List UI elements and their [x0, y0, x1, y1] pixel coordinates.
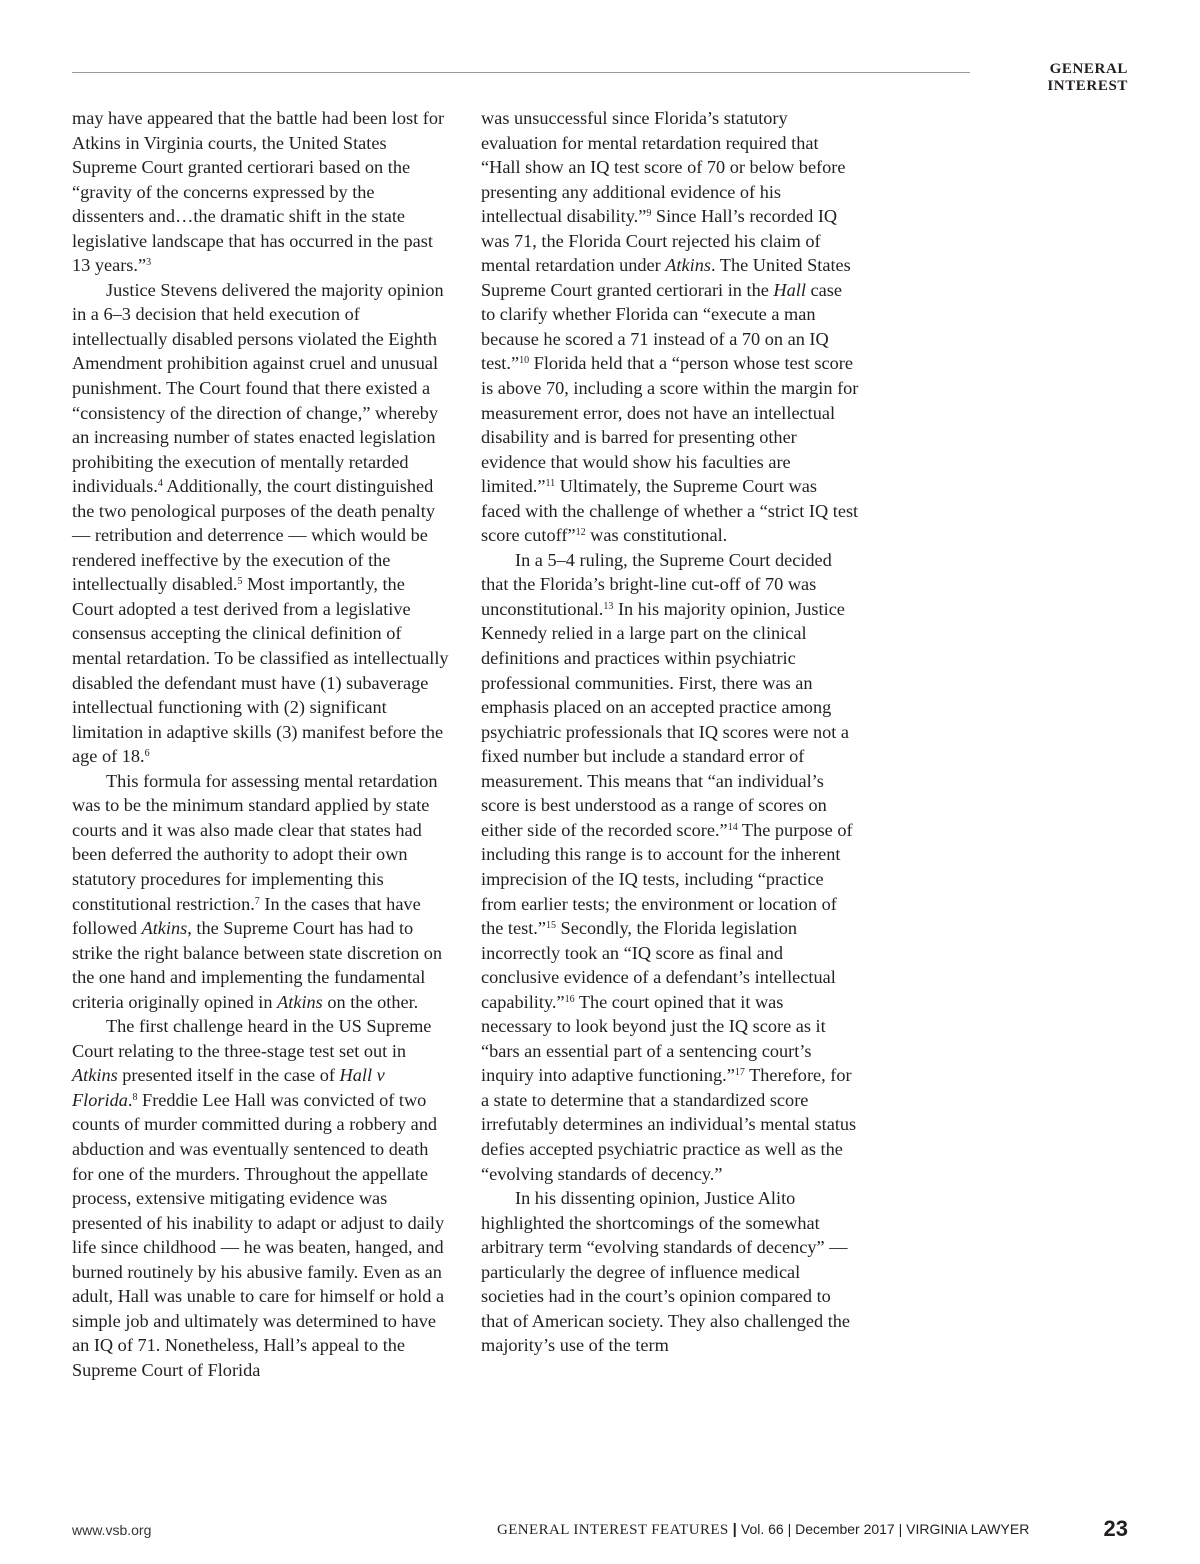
- right-paragraph-3: In his dissenting opinion, Justice Alito highlighted the shortcomings of the somewhat arbitrary term “evolving standards of decency” — particularly the degree of influence medical societies had in the court’s opinion compared to that of American society. They also challenged the majority’s use of the term: [481, 1188, 851, 1356]
- footnote-marker: 11: [545, 478, 556, 490]
- footnote-marker: 14: [727, 821, 738, 833]
- footnote-marker: 6: [144, 748, 150, 760]
- left-paragraph-4: The first challenge heard in the US Supreme Court relating to the three-stage test set out in Atkins presented itself in the case of Hall v Florida.$^8$ Freddie Lee Hall was convicted of two counts of murder committed during a robbery and abduction and was eventually sentenced to death for one of the murders. Throughout the appellate process, extensive mitigating evidence was presented of his inability to adapt or adjust to daily life since childhood — he was beaten, hanged, and burned routinely by his abusive family. Even as an adult, Hall was unable to care for himself or hold a simple job and ultimately was determined to have an IQ of 71. Nonetheless, Hall’s appeal to the Supreme Court of Florida: [72, 1016, 445, 1380]
- footer-volume-info: Vol. 66 | December 2017 | VIRGINIA LAWYER: [740, 1521, 1030, 1537]
- footnote-marker: 5: [237, 576, 243, 588]
- left-paragraph-1: may have appeared that the battle had been lost for Atkins in Virginia courts, the United States Supreme Court granted certiorari based on the “gravity of the concerns expressed by the dissenters and…the dramatic shift in the state legislative landscape that has occurred in the past 13 years.”$^3$: [72, 108, 445, 276]
- right-paragraph-2: In a 5–4 ruling, the Supreme Court decided that the Florida’s bright-line cut-off of 70 was unconstitutional.$^{13}$ In his majority opinion, Justice Kennedy relied in a large part on the clinical definitions and practices within psychiatric professional communities. First, there was an emphasis placed on an accepted practice among psychiatric professionals that IQ scores were not a fixed number but include a standard error of measurement. This means that “an individual’s score is best understood as a range of scores on either side of the recorded score.”$^{14}$ The purpose of including this range is to account for the inherent imprecision of the IQ tests, including “practice from earlier tests; the environment or location of the test.”$^{15}$ Secondly, the Florida legislation incorrectly took an “IQ score as final and conclusive evidence of a defendant’s intellectual capability.”$^{16}$ The court opined that it was necessary to look beyond just the IQ score as it “bars an essential part of a sentencing court’s inquiry into adaptive functioning.”$^{17}$ Therefore, for a state to determine that a standardized score irrefutably determines an individual’s mental status defies accepted psychiatric practice as well as the “evolving standards of decency.”: [481, 549, 857, 1184]
- footnote-marker: 3: [146, 257, 152, 269]
- page-number: 23: [1103, 1516, 1128, 1541]
- case-name: Hall v Florida: [72, 1065, 385, 1110]
- footnote-marker: 7: [254, 895, 260, 907]
- footnote-marker: 8: [132, 1091, 138, 1103]
- right-paragraph-1: was unsuccessful since Florida’s statutory evaluation for mental retardation required that “Hall show an IQ test score of 70 or below before presenting any additional evidence of his intellectual disability.”$^9$ Since Hall’s recorded IQ was 71, the Florida Court rejected his claim of mental retardation under Atkins. The United States Supreme Court granted certiorari in the Hall case to clarify whether Florida can “execute a man because he scored a 71 instead of a 70 on an IQ test.”$^{10}$ Florida held that a “person whose test score is above 70, including a score within the margin for measurement error, does not have an intellectual disability and is barred for presenting other evidence that would show his faculties are limited.”$^{11}$ Ultimately, the Supreme Court was faced with the challenge of whether a “strict IQ test score cutoff”$^{12}$ was constitutional.: [481, 108, 859, 546]
- footer-features-label: GENERAL INTEREST FEATURES: [497, 1522, 729, 1538]
- footnote-marker: 13: [603, 600, 614, 612]
- case-name: Atkins: [141, 918, 188, 939]
- section-label: GENERAL INTEREST: [1047, 61, 1128, 94]
- footnote-marker: 15: [545, 920, 556, 932]
- right-column: [481, 106, 859, 1358]
- footnote-marker: 4: [157, 478, 163, 490]
- footer-publication-info: [497, 1521, 1030, 1539]
- footer-website-link[interactable]: www.vsb.org: [72, 1522, 152, 1538]
- case-name: Atkins: [72, 1065, 118, 1086]
- case-name: Atkins: [665, 255, 711, 276]
- header-rule: [72, 72, 970, 73]
- footnote-marker: 16: [564, 993, 575, 1005]
- left-column: [72, 106, 450, 1382]
- footnote-marker: 17: [734, 1067, 745, 1079]
- left-paragraph-2: Justice Stevens delivered the majority opinion in a 6–3 decision that held execution of intellectually disabled persons violated the Eighth Amendment prohibition against cruel and unusual punishment. The Court found that there existed a “consistency of the direction of change,” whereby an increasing number of states enacted legislation prohibiting the execution of mentally retarded individuals.$^4$ Additionally, the court distinguished the two penological purposes of the death penalty — retribution and deterrence — which would be rendered ineffective by the execution of the intellectually disabled.$^5$ Most importantly, the Court adopted a test derived from a legislative consensus accepting the clinical definition of mental retardation. To be classified as intellectually disabled the defendant must have (1) subaverage intellectual functioning with (2) significant limitation in adaptive skills (3) manifest before the age of 18.$^6$: [72, 279, 449, 767]
- footer-separator: |: [732, 1521, 737, 1538]
- left-paragraph-3: This formula for assessing mental retardation was to be the minimum standard applied by state courts and it was also made clear that states had been deferred the authority to adopt their own statutory procedures for implementing this constitutional restriction.$^7$ In the cases that have followed Atkins, the Supreme Court has had to strike the right balance between state discretion on the one hand and implementing the fundamental criteria originally opined in Atkins on the other.: [72, 770, 443, 1012]
- footnote-marker: 9: [646, 208, 652, 220]
- case-name: Atkins: [277, 991, 323, 1012]
- footnote-marker: 12: [575, 527, 586, 539]
- case-name: Hall: [773, 279, 806, 300]
- footnote-marker: 10: [519, 355, 530, 367]
